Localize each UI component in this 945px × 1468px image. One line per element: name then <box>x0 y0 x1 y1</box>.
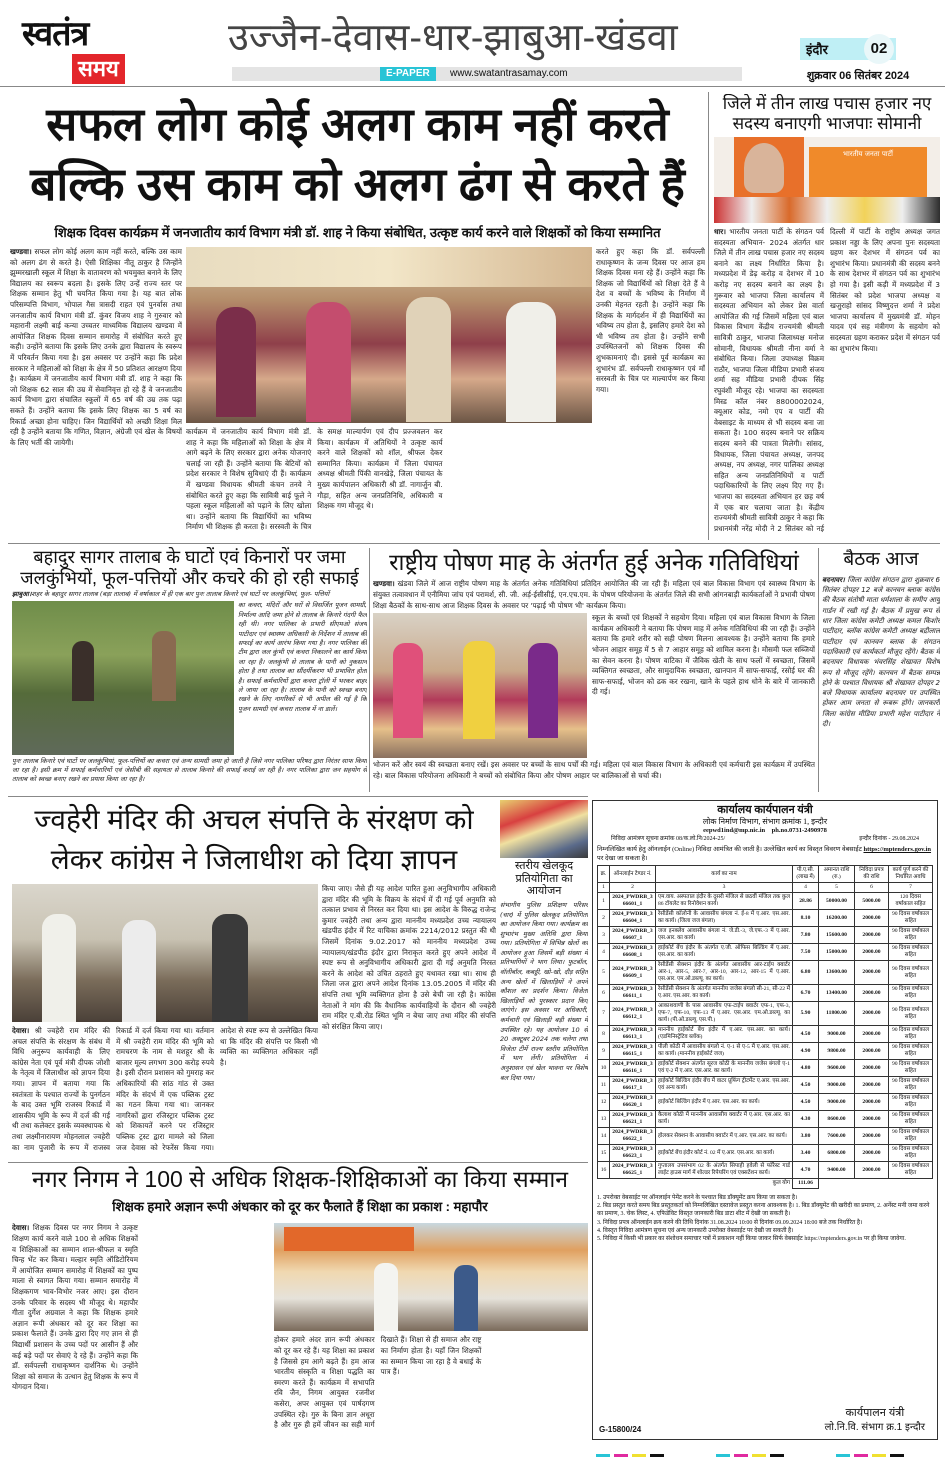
serial-no: 15 <box>598 1145 610 1162</box>
lead-headline-line1: सफल लोग कोई अलग काम नहीं करते <box>46 98 669 150</box>
pac-amount: 8.10 <box>793 910 819 927</box>
article-text: श्री ज्वहेरी राम मंदिर की अचल संपत्ति के संरक्षण के संबंध में विधि अनुरूप कार्यवाही के लिए कांग्रेस नेता एवं पूर्व मंत्री दीपक जोशी के नेतृत्व में जिलाधीश को ज्ञापन दिया गया। ज्ञापन में बताया गया कि स्वतंत्रता के पश्चात राज्यों के पुनर्गठन के बाद उक्त भूमि राजस्व रिकार्ड में शासकीय भूमि के रूप में दर्ज की गई थी तथा कलेक्टर इसके व्यवस्थापक थे तथा लक्ष्मीनारायण मोहनलाल ज्वहेरी का नाम पुजारी के रूप में राजस्व रिकार्ड में दर्ज किया गया था। वर्तमान में श्री ज्वहेरी राम मंदिर की भूमि को रामचरण के नाम से मशहूर श्री के बाजार मूल्य लगभग 300 करोड़ रुपये है। इसी दौरान प्रशासन को गुमराह कर अधिकारियों की सांठ गांठ से उक्त मंदिर के संदर्भ में एक पब्लिक ट्रस्ट का गठन किया गया था। जानकर नागरिकों द्वारा रजिस्ट्रार पब्लिक ट्रस्ट को शिकायतें करने पर रजिस्ट्रार पब्लिक ट्रस्ट द्वारा मामले को जिला जज देवास को रेफरेंस किया गया। आदेश से स्पष्ट रूप से उल्लेखित किया था कि मंदिर की संपत्ति पर किसी भी व्यक्ति का व्यक्तिगत अधिकार नहीं है। <box>12 1026 318 1152</box>
tender-row <box>598 1128 933 1145</box>
article-text: शिक्षक दिवस पर नगर निगम ने उत्कृष्ट शिक्षण कार्य करने वाले 100 से अधिक शिक्षकों व शिक्षिकाओं का सम्मान शाल-श्रीफल व स्मृति चिन्ह भेंट कर किया। मल्हार स्मृति ऑडिटोरियम में आयोजित सम्मान समारोह में शिक्षकों का पुष्प माला से स्वागत किया गया। सम्मान समारोह में शिक्षकगण भाव-विभोर नजर आए। इस दौरान उनके परिवार के सदस्य भी मौजूद थे। महापौर गीता दुर्गेश अग्रवाल ने कहा कि शिक्षक हमारे अज्ञान रूपी अंधकार को दूर कर शिक्षा का प्रकाश फैलाते हैं। उनके द्वारा दिए गए ज्ञान से ही विद्यार्थी प्रशासन के उच्च पदों पर आसीन हैं और कई बड़े पदों पर सेवाएं दे रहे हैं। उन्होंने कहा कि डॉ. सर्वपल्ली राधाकृष्णन दार्शनिक थे। उन्होंने शिक्षा को समाज के उत्थान हेतु शिक्षक के रूप में योगदान दिया। <box>12 1223 138 1392</box>
work-name: रेसीडेंसी सेक्शन के अंतर्गत माननीय जजेस बंगलो सी-21, सी-22 में ए.आर. एस.आर. का कार्य। <box>656 985 793 1002</box>
form-fee: 2000.00 <box>855 927 889 944</box>
serial-no: 8 <box>598 1026 610 1043</box>
tender-id: 2024_PWDRB_366601_1 <box>610 893 656 910</box>
sports-photo <box>500 800 588 858</box>
header-number: 5 <box>819 883 855 893</box>
earnest-money: 11800.00 <box>819 1002 855 1026</box>
tender-row <box>598 944 933 961</box>
completion-period: 90 दिवस वर्षाकाल सहित <box>889 1002 933 1026</box>
tender-id: 2024_PWDRB_366604_1 <box>610 910 656 927</box>
form-fee: 2000.00 <box>855 1026 889 1043</box>
tender-header-number-row <box>598 883 933 893</box>
bahadur-bottom <box>12 757 367 793</box>
work-name: गुप्तालय उपसंभाग 02 के अंतर्गत सिपाही हवेली से फॉरेस्ट गार्ड लाईट हाउस मार्ग में शोल्डर रिपेयरिंग एवं एक्सटेंशन कार्य। <box>656 1162 793 1179</box>
website-link[interactable]: www.swatantrasamay.com <box>450 68 568 79</box>
dateline: देवास। <box>12 1223 30 1233</box>
tender-id: 2024_PWDRB_366608_1 <box>610 944 656 961</box>
serial-no: 14 <box>598 1128 610 1145</box>
tender-id: 2024_PWDRB_366607_1 <box>610 927 656 944</box>
form-fee: 5000.00 <box>855 893 889 910</box>
nagar-body <box>12 1223 270 1438</box>
article-text: सफल लोग कोई अलग काम नहीं करते, बल्कि उस काम को अलग ढंग से करते है। ऐसी शिक्षिका नीतू ठाकुर है जिन्होंने झुम्मरखाली स्कूल में शिक्षा के वातावरण को भयमुक्त बनाने के लिए विद्यालय का स्वरूप बदला है। इसके लिए उन्हें राज्य स्तर पर शिक्षक सम्मान हेतु भी चयनित किया गया है। यह बात लोक परिसम्पत्ति विभाग, भोपाल गैस त्रासदी राहत एवं पुनर्वास तथा जनजातीय कार्य विभाग मंत्री डॉ. कुंवर विजय शाह ने गुरुवार को महारानी लक्ष्मी बाई कन्या उच्चतर माध्यमिक विद्यालय खण्डवा में आयोजित शिक्षक दिवस सम्मान समारोह में संबोधित करते हुए कही। उन्होंने बताया कि इसके लिए उनके द्वारा विद्यालय के स्वरूप में परिवर्तन किया गया है। इस अवसर पर उन्होंने कहा कि प्रदेश सरकार ने महिलाओं को शिक्षा के क्षेत्र में 50 प्रतिशत आरक्षण दिया है। कार्यक्रम में जनजातीय कार्य विभाग मंत्री डॉ. शाह ने कहा कि जो शिक्षक 62 साल की उम्र में सेवानिवृत्त हो रहे हैं वे जनजातीय कार्य विभाग द्वारा संचालित स्कूलों में 65 वर्ष की उम्र तक पढ़ा सकते हैं। उन्होंने बताया कि इसके लिए शिक्षक का 5 वर्ष का रिकार्ड अच्छा होना चाहिए। जिन विद्यार्थियों को अच्छी शिक्षा मिल रही है उन्होंने बताया कि गणित, विज्ञान, अंग्रेजी एवं खेल के विषयों के लिए भर्ती की जायेगी। <box>10 247 182 447</box>
tender-id: 2024_PWDRB_366625_1 <box>610 1162 656 1179</box>
work-name: रेसीडेंसी सेक्शन इंदौर के अंतर्गत आवासीय आर-टाईप क्वार्टर आर-1, आर-5, आर-7, आर-10, आर-12, आर-15 में ए.आर. एस.आर. एम.ओ.डब्ल्यू. का कार्य। <box>656 961 793 985</box>
work-name: कैलाश कोठी में माननीय आवासीय क्वार्टर में ए.आर. एस.आर. का कार्य। <box>656 1111 793 1128</box>
earnest-money: 9600.00 <box>819 1060 855 1077</box>
bjp-body <box>714 227 940 540</box>
lead-content <box>10 247 705 542</box>
completion-period: 120 दिवस वर्षाकाल सहित <box>889 893 933 910</box>
total-label: कुल योग <box>598 1179 793 1189</box>
pac-amount: 3.80 <box>793 1128 819 1145</box>
bjp-story <box>714 94 940 540</box>
tender-intro-end: पर देखा जा सकता है। <box>597 855 648 862</box>
earnest-money: 9800.00 <box>819 1043 855 1060</box>
lead-story <box>10 94 705 542</box>
tender-phone: ph.no.0731-2490978 <box>771 827 827 834</box>
column-divider <box>818 548 819 792</box>
serial-no: 7 <box>598 1002 610 1026</box>
completion-period: 90 दिवस वर्षाकाल सहित <box>889 1094 933 1111</box>
form-fee: 2000.00 <box>855 910 889 927</box>
form-fee: 2000.00 <box>855 1043 889 1060</box>
epaper-label: E-PAPER <box>380 67 436 81</box>
masthead <box>0 0 945 88</box>
temple-photo <box>12 884 318 1022</box>
header-cell: पी.ए.सी. (लाख में) <box>793 866 819 883</box>
nagar-story <box>12 1166 588 1438</box>
tender-row <box>598 910 933 927</box>
serial-no: 10 <box>598 1060 610 1077</box>
nagar-right-column <box>274 1223 588 1438</box>
completion-period: 90 दिवस वर्षाकाल सहित <box>889 1026 933 1043</box>
article-text: स्कूल के बच्चों एवं शिक्षकों ने सहयोग दिया। महिला एवं बाल विकास विभाग के जिला कार्यक्रम अधिकारी ने बताया कि पोषण माह में अनेक गतिविधियां की जा रही हैं। उन्होंने बताया कि हमारे शरीर को सही पोषण मिलना आवश्यक है। उन्होंने बताया कि हमारे भोजन आहार समूह में 5 से 7 आहार समूह को शामिल करना है। मौसमी फल सब्जियों का सेवन करना है। पोषण वाटिका में जैविक खेती के साथ फलों में स्वच्छता, जिसमें व्यक्तिगत स्वच्छता, और सामुदायिक स्वच्छता, खानपान में साफ-सफाई, रसोई घर की साफ-सफाई, भोजन को ढक कर रखना, खाने के पहले हाथ धोने के बारे में जानकारी दी गई। <box>592 613 815 697</box>
work-name: होलकर सेक्शन के आवासीय क्वार्टर में ए.आर. एस.आर. का कार्य। <box>656 1128 793 1145</box>
tender-row <box>598 1002 933 1026</box>
lead-body-right <box>596 247 705 423</box>
serial-no: 1 <box>598 893 610 910</box>
tender-row <box>598 1026 933 1043</box>
tender-notice <box>592 800 938 1440</box>
header-cell: कार्य का नाम <box>656 866 793 883</box>
tender-footer <box>597 1402 933 1436</box>
tender-id: 2024_PWDRB_366621_1 <box>610 1111 656 1128</box>
serial-no: 16 <box>598 1162 610 1179</box>
tender-intro: निम्नलिखित कार्य हेतु ऑनलाईन (Online) निविदा आमंत्रित की जाती है। उल्लेखित कार्य का विस्तृत विवरण वेबसाईट <box>597 846 862 853</box>
nagar-photo <box>274 1223 588 1331</box>
completion-period: 90 दिवस वर्षाकाल सहित <box>889 1060 933 1077</box>
header-cell: कार्य पूर्ण करने की निर्धारित अवधि <box>889 866 933 883</box>
completion-period: 90 दिवस वर्षाकाल सहित <box>889 927 933 944</box>
issue-date: शुक्रवार 06 सितंबर 2024 <box>806 70 910 82</box>
header-cell: निविदा प्रपत्र की राशि <box>855 866 889 883</box>
logo-bottom: समय <box>72 54 125 84</box>
header-number: 6 <box>855 883 889 893</box>
header-number: 7 <box>889 883 933 893</box>
serial-no: 11 <box>598 1077 610 1094</box>
lead-photo <box>186 247 592 423</box>
work-name: हाईकोर्ट बिल्डिंग इंदौर में ए.आर. एस.आर. का कार्य। <box>656 1094 793 1111</box>
signature-title: कार्यपालन यंत्री <box>845 1407 905 1419</box>
bahadur-headline: बहादुर सागर तालाब के घाटों एवं किनारों पर जमा जलकुंभियों, फूल-पत्तियों और कचरे की हो रही सफाई <box>20 547 359 588</box>
header-number: 1 <box>598 883 610 893</box>
bahadur-intro <box>12 590 367 599</box>
tender-row <box>598 1145 933 1162</box>
article-text: भारतीय जनता पार्टी के संगठन पर्व सदस्यता अभियान- 2024 अंतर्गत धार जिले में तीन लाख पचास हजार नए सदस्य बनाने का लक्ष्य निर्धारित किया है। मध्यप्रदेश में डेढ़ करोड़ व देशभर में 10 करोड़ नए सदस्य बनाने का लक्ष्य है। गुरूवार को भाजपा जिला कार्यालय में सदस्यता अभियान को लेकर प्रेस वार्ता आयोजित की गई जिसमें महिला एवं बाल विकास विभाग केंद्रीय राज्यमंत्री श्रीमती सावित्री ठाकुर, भाजपा जिलाध्यक्ष मनोज सोमानी, विधायक श्रीमती नीना वर्मा ने संबोधित किया। जिला उपाध्यक्ष विक्रम राठौर, भाजपा जिला मीडिया प्रभारी संजय शर्मा सह मीडिया प्रभारी दीपक सिंह रघुवंशी मौजूद रहे। भाजपा का सदस्यता मिस्ड कॉल नंबर 8800002024, क्यूआर कोड, नमो एप व पार्टी की वेबसाइट के माध्यम से भी सदस्य बना जा सकता है। 100 सदस्य बनाने पर सक्रिय सदस्य बनने की पात्रता मिलेगी। सांसद, विधायक, जिला पंचायत अध्यक्ष, जनपद अध्यक्ष, नप अध्यक्ष, नगर पालिका अध्यक्ष सहित अन्य जनप्रतिनिधियों व पार्टी पदाधिकारियों के लिए लक्ष्य दिए गए हैं। भाजपा का सदस्यता अभियान हर छह वर्ष में एक बार चलाया जाता है। केंद्रीय राज्यमंत्री श्रीमती सावित्री ठाकुर ने कहा कि प्रधानमंत्री नरेंद्र मोदी ने 2 सितंबर को नई दिल्ली में पार्टी के राष्ट्रीय अध्यक्ष जगत प्रकाश नड्डा के लिए अपना पुनः सदस्यता ग्रहण कर देशभर में संगठन पर्व का शुभारंभ किया। प्रधानमंत्री की सदस्य बनने के साथ देशभर में संगठन पर्व का शुभारंभ हो गया है। इसी कड़ी में मध्यप्रदेश में 3 सितंबर को प्रदेश भाजपा अध्यक्ष व खजुराहो सांसद विष्णुदत्त शर्मा ने प्रदेश भाजपा कार्यालय में मुख्यमंत्री डॉ. मोहन यादव एवं सह मंत्रीगण के सहयोग को सदस्यता ग्रहण कराकर प्रदेश में संगठन पर्व का शुभारंभ किया। <box>714 227 940 533</box>
serial-no: 3 <box>598 927 610 944</box>
tender-row <box>598 893 933 910</box>
pac-amount: 4.50 <box>793 1026 819 1043</box>
dateline: बदनावर। <box>822 575 845 584</box>
nagar-headline: नगर निगम ने 100 से अधिक शिक्षक-शिक्षिकाओं का किया सम्मान <box>31 1166 569 1192</box>
tender-title: कार्यालय कार्यपालन यंत्री <box>717 804 813 816</box>
completion-period: 90 दिवस वर्षाकाल सहित <box>889 910 933 927</box>
masthead-divider <box>0 86 945 87</box>
baithak-story <box>822 549 940 793</box>
article-text: संभागीय पुलिस प्रशिक्षण परिसर (चार) में पुलिस खेलकूद प्रतियोगिता का आयोजन किया गया। कार्यक्रम का शुभारंभ मुख्य अतिथि द्वारा किया गया। प्रतियोगिता में विभिन्न खेलों का आयोजन हुआ जिसमें बड़ी संख्या में प्रतिभागियों ने भाग लिया। फुटबॉल, वॉलीबॉल, कबड्डी, खो-खो, दौड़ सहित अन्य खेलों में खिलाड़ियों ने अपने कौशल का प्रदर्शन किया। विजेता खिलाड़ियों को पुरस्कार प्रदान किए जाएंगे। इस अवसर पर अधिकारी, कर्मचारी एवं खिलाड़ी बड़ी संख्या में उपस्थित रहे। यह आयोजन 10 से 20 अक्टूबर 2024 तक चलेगा तथा विजेता टीमें राज्य स्तरीय प्रतियोगिता में भाग लेंगी। प्रतियोगिता में अनुशासन एवं खेल भावना पर विशेष बल दिया गया। <box>500 900 588 1082</box>
nagar-content <box>12 1223 588 1438</box>
pac-amount: 4.90 <box>793 1043 819 1060</box>
earnest-money: 15600.00 <box>819 927 855 944</box>
tender-row <box>598 1077 933 1094</box>
pac-amount: 5.90 <box>793 1002 819 1026</box>
tender-id: 2024_PWDRB_366615_1 <box>610 1043 656 1060</box>
sports-body <box>500 901 588 1159</box>
lead-body-left <box>10 247 182 542</box>
header-cell: ऑनलाईन टेण्डर नं. <box>610 866 656 883</box>
tender-id: 2024_PWDRB_366622_1 <box>610 1128 656 1145</box>
tender-row <box>598 1162 933 1179</box>
tender-note: 3. निविदा प्रपत्र ऑनलाईन क्रय करने की तिथि दिनांक 31.08.2024 10:00 से दिनांक 09.09.2024 18:00 बजे तक निर्धारित है। <box>597 1219 863 1226</box>
work-name: हाईकोर्ट बेंच इंदौर के अंतर्गत ए.जी. ऑफिस बिल्डिंग में ए.आर. एस.आर. का कार्य। <box>656 944 793 961</box>
completion-period: 90 दिवस वर्षाकाल सहित <box>889 985 933 1002</box>
completion-period: 90 दिवस वर्षाकाल सहित <box>889 961 933 985</box>
earnest-money: 9400.00 <box>819 1162 855 1179</box>
earnest-money: 7600.00 <box>819 1128 855 1145</box>
pac-amount: 3.40 <box>793 1145 819 1162</box>
bahadur-story <box>12 547 367 793</box>
banner-text: भारतीय जनता पार्टी <box>843 150 893 159</box>
tender-id: 2024_PWDRB_366611_1 <box>610 985 656 1002</box>
section-divider <box>8 1162 588 1163</box>
serial-no: 12 <box>598 1094 610 1111</box>
tender-row <box>598 1094 933 1111</box>
tender-row <box>598 927 933 944</box>
serial-no: 5 <box>598 961 610 985</box>
tender-note: 2. बिड प्रस्तुत करते समय बिड प्रस्तुतकर्ता को निम्नलिखित दस्तावेज प्रस्तुत करना आवश्यक है। 1. बिड डॉक्यूमेंट की खरीदी का प्रमाण, 2. अर्नेस्ट मनी जमा करने का प्रमाण, 3. चेक लिस्ट, 4. एफिडेविट विस्तृत जानकारी बिड डाटा शीट में देखी जा सकती है। <box>597 1203 930 1218</box>
article-text: शहर के बहादुर सागर तालाब (बड़ा तालाब) में वर्षाकाल में ही एक बार पुनः तालाब किनारे एवं घाटों पर जलकुंभियां, फूल- पत्तियों <box>31 590 330 599</box>
earnest-money: 6800.00 <box>819 1145 855 1162</box>
epaper-bar <box>232 67 742 81</box>
dateline: देवास। <box>12 1026 30 1035</box>
tender-notice-no: निविदा आमंत्रण सूचना क्रमांक 08/क.लो.नि/2024-25/ <box>611 836 726 842</box>
tender-id: 2024_PWDRB_366620_1 <box>610 1094 656 1111</box>
tender-row <box>598 985 933 1002</box>
pac-amount: 4.30 <box>793 1111 819 1128</box>
lead-headline-line2: बल्कि उस काम को अलग ढंग से करते हैं <box>30 158 685 210</box>
poshan-headline: राष्ट्रीय पोषण माह के अंतर्गत हुई अनेक गतिविधियां <box>389 549 799 575</box>
poshan-story <box>373 549 815 793</box>
form-fee: 2000.00 <box>855 985 889 1002</box>
work-name: हाईकोर्ट बेंच इंदौर कोर्ट नं. 02 में ए.आर. एस.आर. का कार्य। <box>656 1145 793 1162</box>
form-fee: 2000.00 <box>855 961 889 985</box>
section-divider <box>8 543 940 544</box>
earnest-money: 9000.00 <box>819 1026 855 1043</box>
form-fee: 2000.00 <box>855 1145 889 1162</box>
serial-no: 9 <box>598 1043 610 1060</box>
completion-period: 90 दिवस वर्षाकाल सहित <box>889 1162 933 1179</box>
earnest-money: 15000.00 <box>819 944 855 961</box>
serial-no: 2 <box>598 910 610 927</box>
section-divider <box>8 796 588 797</box>
article-text: किया जाए। जैसे ही यह आदेश पारित हुआ अनुविभागीय अधिकारी द्वारा मंदिर की भूमि के विक्रय के संदर्भ में दी गई पूर्व अनुमति को तत्काल प्रभाव से निरस्त कर दिया था। इस आदेश के विरुद्ध राजेन्द्र कुमार ज्वहेरी तथा अन्य द्वारा माननीय मध्यप्रदेश उच्च न्यायालय खंडपीठ इंदौर में रिट याचिका क्रमांक 2214/2012 प्रस्तुत की थी जिसमें दिनांक 9.02.2017 को माननीय मध्यप्रदेश उच्च न्यायालय/खंडपीठ इंदौर द्वारा निराकृत करते हुए अपने आदेश में स्पष्ट रूप से अनुविभागीय अधिकारी द्वारा दी गई अनुमति निरस्त करने के आदेश को उचित ठहराते हुए यथावत रखा था। साथ ही जिला जज द्वारा अपने आदेश दिनांक 13.05.2005 में मंदिर की संपत्ति तथा भूमि व्यक्तिगत होना है उसे बेची जा रही है। कांग्रेस नेताओं ने मांग की कि वैधानिक कार्यवाहियों के दौरान श्री ज्वहेरी राम मंदिर ए.बी.रोड स्थित भूमि न बेचा जाए तथा मंदिर की संपत्ति को संरक्षित किया जाए। <box>322 884 496 1031</box>
earnest-money: 13600.00 <box>819 961 855 985</box>
serial-no: 4 <box>598 944 610 961</box>
pac-amount: 6.80 <box>793 961 819 985</box>
tender-notes <box>597 1194 933 1243</box>
city-label: इंदौर <box>806 42 828 57</box>
form-fee: 2000.00 <box>855 1128 889 1145</box>
header-number: 4 <box>793 883 819 893</box>
header-number: 3 <box>656 883 793 893</box>
completion-period: 90 दिवस वर्षाकाल सहित <box>889 1043 933 1060</box>
dateline: खण्डवा। <box>373 579 395 589</box>
temple-body <box>12 1026 318 1159</box>
signature-office: लो.नि.वि. संभाग क्र.1 इन्दौर <box>824 1422 925 1433</box>
pac-amount: 4.50 <box>793 1077 819 1094</box>
nagar-body-bottom <box>274 1335 588 1438</box>
header-cell: अमानत राशि (रु.) <box>819 866 855 883</box>
work-name: आकाशवाणी के पास आवासीय एफ-टाईप क्वार्टर एफ-1, एफ-3, एफ-7, एफ-10, एफ-13 में ए.आर. एस.आर. एम.ओ.डब्ल्यू. का कार्य। (पी.ओ.डब्ल्यू. एस.पी.) <box>656 1002 793 1026</box>
pac-amount: 4.70 <box>793 1162 819 1179</box>
tender-department: लोक निर्माण विभाग, संभाग क्रमांक 1, इन्दौर <box>702 817 828 826</box>
dateline: खण्डवा। <box>10 247 32 256</box>
lead-subheadline: शिक्षक दिवस कार्यक्रम में जनजातीय कार्य विभाग मंत्री डॉ. शाह ने किया संबोधित, उत्कृष्ट कार्य करने वाले शिक्षकों को किया सम्मानित <box>54 225 661 240</box>
tender-row <box>598 1060 933 1077</box>
work-name: हाईकोर्ट बिल्डिंग इंदौर बेंच में वाटर प्रूफिंग ट्रीटमेंट ए.आर. एस.आर. एवं अन्य कार्य। <box>656 1077 793 1094</box>
tender-note: 1. उपरोक्त वेबसाईट पर ऑनलाईन पेमेंट करने के पश्चात बिड डॉक्यूमेंट क्रय किया जा सकता है। <box>597 1195 798 1201</box>
pac-amount: 4.80 <box>793 1060 819 1077</box>
work-name: माननीय हाईकोर्ट बेंच इंदौर में ए.आर. एस.आर. का कार्य। (एडमिनिस्ट्रेटिव ब्लॉक) <box>656 1026 793 1043</box>
form-fee: 2000.00 <box>855 1162 889 1179</box>
form-fee: 2000.00 <box>855 1077 889 1094</box>
tender-id: 2024_PWDRB_366612_1 <box>610 1002 656 1026</box>
article-text: खंडवा जिले में आज राष्ट्रीय पोषण माह के अंतर्गत अनेक गतिविधियां प्रतिदिन आयोजित की जा रही हैं। महिला एवं बाल विकास विभाग एवं स्वास्थ्य विभाग के संयुक्त तत्वावधान में एनीमिया जांच एवं परामर्श, सी. जी. अर्ड़-ईसीसीई, एन.एच.एम. के पोषण परियोजना के अंतर्गत जिले की सभी आंगनबाड़ी कार्यकर्ताओं ने प्रभावी पोषण शिक्षा बैठकों के साथ-साथ आज शिक्षक दिवस के अवसर पर 'पढ़ाई भी पोषण भी' कार्यक्रम किया। <box>373 579 815 610</box>
completion-period: 90 दिवस वर्षाकाल सहित <box>889 1128 933 1145</box>
tender-header-row <box>598 866 933 883</box>
pac-amount: 7.50 <box>793 944 819 961</box>
nagar-subheadline: शिक्षक हमारे अज्ञान रूपी अंधकार को दूर कर फैलाते हैं शिक्षा का प्रकाश : महापौर <box>112 1199 488 1215</box>
column-divider <box>369 548 370 792</box>
earnest-money: 8600.00 <box>819 1111 855 1128</box>
article-text: करते हुए कहा कि डॉ. सर्वपल्ली राधाकृष्णन के जन्म दिवस पर आज हम शिक्षक दिवस मना रहे हैं। उन्होंने कहा कि शिक्षक जो विद्यार्थियों को शिक्षा देते हैं वे देश व बच्चों के भविष्य के निर्माण में उनकी मेहनत रहती है। उन्होंने कहा कि शिक्षक के मार्गदर्शन में ही विद्यार्थियों का भविष्य तय होता है, इसलिए हमारे देश को भी भविष्य तय होता है। उन्होंने सभी उपस्थितजनों को शिक्षक दिवस की शुभकामनाएं दी। इससे पूर्व कार्यक्रम का शुभारंभ डॉ. सर्वपल्ली राधाकृष्णन एवं माँ सरस्वती के चित्र पर माल्यार्पण कर किया गया। <box>596 247 705 394</box>
serial-no: 6 <box>598 985 610 1002</box>
header-number: 2 <box>610 883 656 893</box>
article-text: का कचरा, मंदिरों और घरों से विसर्जित पूजन सामग्री, निर्माल्य आदि जमा होने से तालाब के किनारे गंदगी फैल रही थी। नगर पालिका के प्रभारी सीएमओ संजय पाटीदार एवं स्वास्थ्य अधिकारी के निर्देशन में तालाब की सफाई का कार्य आरंभ किया गया है। नगर पालिका की टीम द्वारा जल कुंभी एवं कचरा निकालने का कार्य किया जा रहा है। जलकुंभी से तालाब के पानी को नुकसान होता है तथा तालाब का सौंदर्यीकरण भी प्रभावित होता है। सफाई कर्मचारियों द्वारा कचरा ट्रॉली में भरकर बाहर ले जाया जा रहा है। तालाब के पानी को स्वच्छ बनाए रखने के लिए नागरिकों से भी अपील की गई है कि पूजन सामग्री एवं कचरा तालाब में ना डालें। <box>238 601 367 713</box>
tender-id: 2024_PWDRB_366613_1 <box>610 1026 656 1043</box>
tender-intro-link[interactable]: https://mptenders.gov.in <box>863 846 932 853</box>
form-fee: 2000.00 <box>855 1094 889 1111</box>
article-text: जिला कांग्रेस संगठन द्वारा शुक्रवार 6 सितंबर दोपहर 12 बजे कानवन ब्लाक कांग्रेस की बैठक संतोषी माता धर्मशाला के समीप आयु गार्डन में रखी गई है। बैठक में प्रमुख रूप से धार जिला कांग्रेस कमेटी अध्यक्ष कमल किशोर पाटीदार, ब्लॉक कांग्रेस कमेटी अध्यक्ष बद्रीलाल पाटीदार एवं कानवन ब्लाक के संगठन पदाधिकारी एवं कार्यकर्ता मौजूद रहेंगे। बैठक में बदनावर विधायक भंवरसिंह शेखावत विशेष रूप से मौजूद रहेंगे। कानवन में बैठक सम्पन्न होने के पश्चात विधायक श्री शेखावत दोपहर 2 बजे विधायक कार्यालय बदनावर पर उपस्थित होकर आम जनता से रूबरू होंगे। जानकारी जिला कांग्रेस मीडिया प्रभारी महेश पाटीदार ने दी। <box>822 575 940 728</box>
earnest-money: 16200.00 <box>819 910 855 927</box>
poshan-intro <box>373 579 815 611</box>
baithak-headline: बैठक आज <box>843 549 919 570</box>
earnest-money: 9000.00 <box>819 1077 855 1094</box>
edition-title: उज्जैन-देवास-धार-झाबुआ-खंडवा <box>228 17 678 59</box>
tender-note: 4. विस्तृत निविदा आमंत्रण सूचना एवं अन्य जानकारी उपरोक्त वेबसाईट पर देखी जा सकती है। <box>597 1227 794 1234</box>
earnest-money: 50000.00 <box>819 893 855 910</box>
article-text: कार्यक्रम में जनजातीय कार्य विभाग मंत्री डॉ. शाह ने कहा कि महिलाओं को शिक्षा के क्षेत्र में आगे बढ़ने के लिए सरकार द्वारा अनेक योजनाएं चलाई जा रही हैं। उन्होंने बताया कि बेटियों को प्रदेश सरकार ने विशेष सुविधाएं दी हैं। कार्यक्रम में खण्डवा विधायक श्रीमती कंचन तनवे ने संबोधित करते हुए कहा कि सावित्री बाई फूले ने पहला स्कूल महिलाओं को पढ़ाने के लिए खोला था। उन्होंने बताया कि विद्यार्थियों का भविष्य निर्माण भी शिक्षक ही करता है। सरस्वती के चित्र के समक्ष माल्यार्पण एवं दीप प्रज्जवलन कर किया। कार्यक्रम में अतिथियों ने उत्कृष्ट कार्य करने वाले शिक्षकों को शॉल, श्रीफल देकर सम्मानित किया। कार्यक्रम में जिला पंचायत अध्यक्ष श्रीमती पिंकी वानखेड़े, जिला पंचायत के मुख्य कार्यपालन अधिकारी श्री डॉ. नागार्जुन बी. गौड़ा, सहित अन्य जनप्रतिनिधि, अधिकारी व शिक्षक गण मौजूद थे। <box>186 427 443 532</box>
tender-email[interactable]: eepwd1ind@mp.nic.in <box>703 827 766 834</box>
page-number: 02 <box>864 34 894 64</box>
article-text: पुनः तालाब किनारे एवं घाटों पर जलकुंभियां, फूल-पत्तियों का कचरा एवं अन्य सामग्री जमा हो जाती है जिसे नगर पालिका परिषद द्वारा निरंतर साफ किया जा रहा है। इसी क्रम में सफाई कर्मचारियों एवं जेसीबी की सहायता से तालाब किनारे की सफाई कराई जा रही है। नगर पालिका द्वारा जन सहयोग से तालाब को स्वच्छ बनाए रखने का प्रयास किया जा रहा है। <box>12 757 367 783</box>
poshan-content <box>373 613 815 758</box>
poshan-bottom <box>373 760 815 793</box>
tender-id: 2024_PWDRB_366616_1 <box>610 1060 656 1077</box>
sports-headline: स्तरीय खेलकूद प्रतियोगिता का आयोजन <box>514 860 574 898</box>
logo <box>22 14 154 84</box>
registration-marks <box>596 1454 936 1457</box>
total-value: 111.06 <box>793 1179 819 1189</box>
form-fee: 2000.00 <box>855 1060 889 1077</box>
completion-period: 90 दिवस वर्षाकाल सहित <box>889 1111 933 1128</box>
bjp-headline: जिले में तीन लाख पचास हजार नए सदस्य बनाएगी भाजपाः सोमानी <box>722 94 932 133</box>
completion-period: 90 दिवस वर्षाकाल सहित <box>889 944 933 961</box>
earnest-money: 9000.00 <box>819 1094 855 1111</box>
tender-table-body <box>598 893 933 1179</box>
poshan-body <box>592 613 815 758</box>
pac-amount: 28.86 <box>793 893 819 910</box>
temple-story <box>12 800 496 1159</box>
work-name: रेसीडेंसी कॉलोनी के आवासीय बंगला नं. ई-8 में ए.आर. एस.आर. का कार्य। (जिला जज बंगला) <box>656 910 793 927</box>
temple-content <box>12 884 496 1159</box>
form-fee: 2000.00 <box>855 944 889 961</box>
bahadur-content <box>12 601 367 755</box>
dateline: झाबुआ। <box>12 590 32 599</box>
column-divider <box>708 92 709 540</box>
serial-no: 13 <box>598 1111 610 1128</box>
temple-headline: ज्वहेरी मंदिर की अचल संपत्ति के संरक्षण को लेकर कांग्रेस ने जिलाधीश को दिया ज्ञापन <box>34 804 474 875</box>
article-text: भोजन करें और स्वयं की स्वच्छता बनाए रखें। इस अवसर पर बच्चों के साथ पर्चों की गई। महिला एवं बाल विकास विभाग के अधिकारी एवं कर्मचारी इस कार्यक्रम में उपस्थित रहे। बाल विकास परियोजना अधिकारी ने बच्चों को संबोधित किया और पोषण आहार पर बालिकाओं से चर्चा की। <box>373 760 815 780</box>
logo-top: स्वतंत्र <box>22 15 89 53</box>
tender-row <box>598 1111 933 1128</box>
tender-id: 2024_PWDRB_366617_1 <box>610 1077 656 1094</box>
article-text: होकर हमारे अंदर ज्ञान रूपी अंधकार को दूर कर रहे हैं। यह शिक्षा का प्रकाश है जिससे हम आगे बढ़ते हैं। हम आज भारतीय संस्कृति व शिक्षा पद्धति का स्मरण करते हैं। कार्यक्रम में सभापति रवि जैन, निगम आयुक्त रजनीश कसेरा, अपर आयुक्त एवं पार्षदगण उपस्थित रहे। गुरु के बिना ज्ञान अधूरा है और गुरु ही हमें जीवन का सही मार्ग दिखाते हैं। शिक्षा से ही समाज और राष्ट्र का निर्माण होता है। यहाँ जिन शिक्षकों का सम्मान किया जा रहा है वे बधाई के पात्र हैं। <box>274 1335 482 1430</box>
tender-note: 5. निविदा में किसी भी प्रकार का संशोधन समाचार पत्रों में प्रकाशन नहीं किया जाकर सिर्फ वेबसाईट https://mptenders.gov.in पर ही किया जावेगा. <box>597 1236 906 1243</box>
baithak-body <box>822 575 940 793</box>
earnest-money: 13400.00 <box>819 985 855 1002</box>
city-badge <box>800 38 896 60</box>
work-name: हाईकोर्ट सेक्शन अंतर्गत सूरज कोठी के माननीय जजेस बंगलो ए-1 एवं ए-2 में ए.आर. एस.आर. का कार्य। <box>656 1060 793 1077</box>
temple-body-right <box>322 884 496 1159</box>
bjp-banner <box>809 147 927 197</box>
bahadur-photo <box>12 601 234 755</box>
bahadur-body <box>238 601 367 755</box>
tender-id: 2024_PWDRB_366609_1 <box>610 961 656 985</box>
lead-body-bottom <box>186 427 705 542</box>
tender-row <box>598 1043 933 1060</box>
work-name: एम.वाय. अस्पताल इंदौर के दूसरी मंजिल से छठवीं मंजिल तक कुल 86 टॉयलेट का रिनोवेशन कार्य। <box>656 893 793 910</box>
tender-table <box>597 865 933 1189</box>
header-cell: क्र. <box>598 866 610 883</box>
pac-amount: 4.50 <box>793 1094 819 1111</box>
tender-notice-date: इन्दौर दिनांक - 29.08.2024 <box>859 836 919 842</box>
temple-left-column <box>12 884 318 1159</box>
completion-period: 90 दिवस वर्षाकाल सहित <box>889 1077 933 1094</box>
bjp-photo <box>714 137 940 223</box>
sports-story <box>500 800 588 1159</box>
form-fee: 2000.00 <box>855 1111 889 1128</box>
tender-total-row <box>598 1179 933 1189</box>
tender-id: 2024_PWDRB_366623_1 <box>610 1145 656 1162</box>
tender-row <box>598 961 933 985</box>
completion-period: 90 दिवस वर्षाकाल सहित <box>889 1145 933 1162</box>
work-name: पीली कोठी में आवासीय बंगलो नं. ए-1 से ए-5 में ए.आर. एस.आर. का कार्य। (माननीय हाईकोर्ट जज) <box>656 1043 793 1060</box>
form-fee: 2000.00 <box>855 1002 889 1026</box>
pac-amount: 6.70 <box>793 985 819 1002</box>
work-name: जज इनक्लेव आवासीय बंगला नं. जे.डी.-3, जे.एफ.-3 में ए.आर. एस.आर. का कार्य। <box>656 927 793 944</box>
pac-amount: 7.80 <box>793 927 819 944</box>
ad-code: G-15800/24 <box>599 1425 642 1434</box>
poshan-photo <box>373 613 587 758</box>
dateline: धार। <box>714 227 726 237</box>
